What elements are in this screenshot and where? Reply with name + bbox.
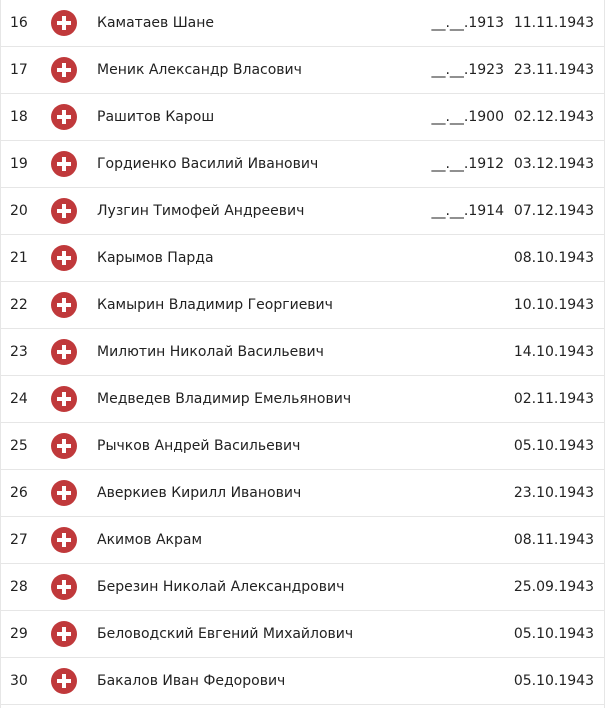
person-name-link[interactable]: Рашитов Карош <box>97 109 215 125</box>
birth-date: __.__.1900 <box>431 109 504 125</box>
red-cross-icon[interactable] <box>51 668 77 694</box>
list-item <box>0 235 605 282</box>
red-cross-icon[interactable] <box>51 10 77 36</box>
red-cross-icon[interactable] <box>51 527 77 553</box>
person-name-link[interactable]: Березин Николай Александрович <box>97 579 345 595</box>
person-name-link[interactable]: Бакалов Иван Федорович <box>97 673 286 689</box>
death-date: 05.10.1943 <box>513 626 594 642</box>
person-name-link[interactable]: Меник Александр Власович <box>97 62 302 78</box>
red-cross-icon[interactable] <box>51 198 77 224</box>
row-number: 24 <box>10 391 28 407</box>
death-date: 02.11.1943 <box>513 391 594 407</box>
red-cross-icon[interactable] <box>51 574 77 600</box>
row-number: 25 <box>10 438 28 454</box>
person-name-link[interactable]: Акимов Акрам <box>97 532 203 548</box>
person-name-link[interactable]: Гордиенко Василий Иванович <box>97 156 319 172</box>
person-name-link[interactable]: Каматаев Шане <box>97 15 215 31</box>
death-date: 10.10.1943 <box>513 297 594 313</box>
red-cross-icon[interactable] <box>51 621 77 647</box>
row-number: 28 <box>10 579 28 595</box>
list-item <box>0 423 605 470</box>
death-date: 07.12.1943 <box>513 203 594 219</box>
death-date: 08.10.1943 <box>513 250 594 266</box>
red-cross-icon[interactable] <box>51 292 77 318</box>
list-item <box>0 141 605 188</box>
birth-date: __.__.1914 <box>431 203 504 219</box>
list-item <box>0 47 605 94</box>
list-item <box>0 470 605 517</box>
list-item <box>0 282 605 329</box>
person-name-link[interactable]: Лузгин Тимофей Андреевич <box>97 203 305 219</box>
person-name-link[interactable]: Камырин Владимир Георгиевич <box>97 297 333 313</box>
death-date: 05.10.1943 <box>513 438 594 454</box>
person-name-link[interactable]: Милютин Николай Васильевич <box>97 344 324 360</box>
row-number: 30 <box>10 673 28 689</box>
red-cross-icon[interactable] <box>51 433 77 459</box>
row-number: 22 <box>10 297 28 313</box>
death-date: 05.10.1943 <box>513 673 594 689</box>
row-number: 18 <box>10 109 28 125</box>
row-number: 17 <box>10 62 28 78</box>
death-date: 25.09.1943 <box>513 579 594 595</box>
list-item <box>0 329 605 376</box>
red-cross-icon[interactable] <box>51 104 77 130</box>
row-number: 19 <box>10 156 28 172</box>
death-date: 23.10.1943 <box>513 485 594 501</box>
row-number: 16 <box>10 15 28 31</box>
person-name-link[interactable]: Беловодский Евгений Михайлович <box>97 626 354 642</box>
red-cross-icon[interactable] <box>51 339 77 365</box>
red-cross-icon[interactable] <box>51 151 77 177</box>
red-cross-icon[interactable] <box>51 245 77 271</box>
person-name-link[interactable]: Карымов Парда <box>97 250 214 266</box>
list-item <box>0 0 605 47</box>
death-date: 03.12.1943 <box>513 156 594 172</box>
death-date: 14.10.1943 <box>513 344 594 360</box>
death-date: 11.11.1943 <box>513 15 594 31</box>
death-date: 23.11.1943 <box>513 62 594 78</box>
list-item <box>0 517 605 564</box>
list-item <box>0 564 605 611</box>
birth-date: __.__.1923 <box>431 62 504 78</box>
birth-date: __.__.1913 <box>431 15 504 31</box>
list-item <box>0 658 605 705</box>
row-number: 23 <box>10 344 28 360</box>
red-cross-icon[interactable] <box>51 480 77 506</box>
row-number: 26 <box>10 485 28 501</box>
list-item <box>0 376 605 423</box>
birth-date: __.__.1912 <box>431 156 504 172</box>
row-number: 21 <box>10 250 28 266</box>
red-cross-icon[interactable] <box>51 57 77 83</box>
red-cross-icon[interactable] <box>51 386 77 412</box>
person-name-link[interactable]: Рычков Андрей Васильевич <box>97 438 301 454</box>
person-name-link[interactable]: Медведев Владимир Емельянович <box>97 391 352 407</box>
row-number: 29 <box>10 626 28 642</box>
person-name-link[interactable]: Аверкиев Кирилл Иванович <box>97 485 302 501</box>
row-number: 27 <box>10 532 28 548</box>
list-item <box>0 188 605 235</box>
death-date: 08.11.1943 <box>513 532 594 548</box>
list-item <box>0 94 605 141</box>
list-item <box>0 611 605 658</box>
death-date: 02.12.1943 <box>513 109 594 125</box>
row-number: 20 <box>10 203 28 219</box>
